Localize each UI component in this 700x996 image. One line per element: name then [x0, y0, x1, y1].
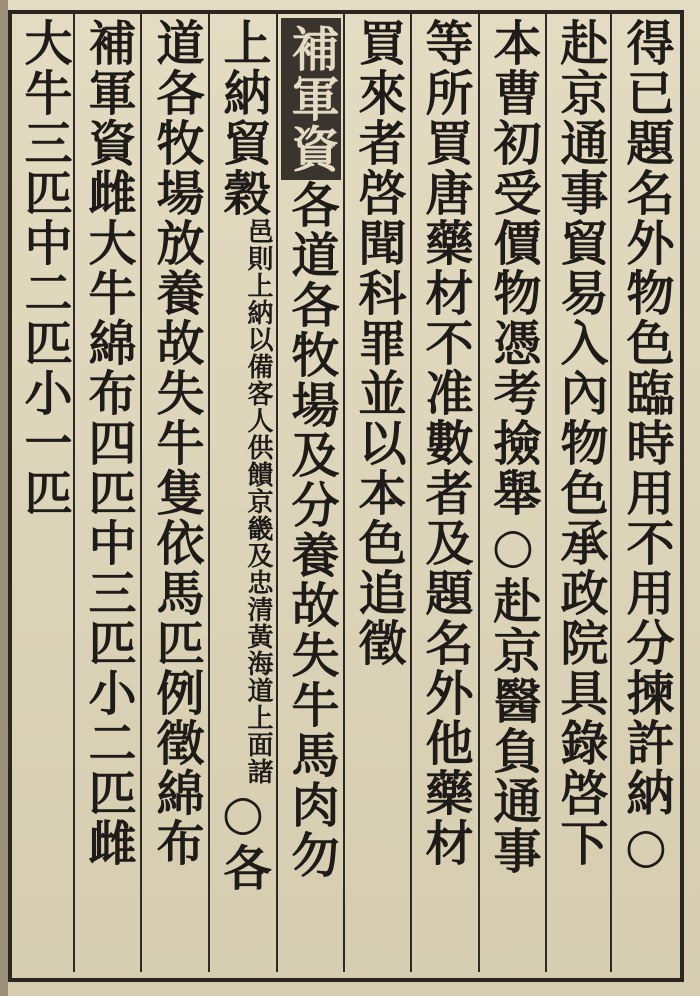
- column-7-tail: ○各: [215, 785, 271, 893]
- column-rule: [410, 14, 412, 972]
- section-badge: 補軍資: [281, 18, 341, 180]
- text-column-6: [281, 18, 341, 968]
- text-column-7: [213, 18, 273, 968]
- column-7-text: 上納貿穀: [215, 18, 271, 218]
- page-edge: [0, 0, 8, 996]
- annotation-block: [243, 218, 273, 785]
- column-rule: [208, 14, 210, 972]
- text-column-1: 得已題名外物色臨時用不用分揀許納○: [618, 18, 674, 876]
- text-column-2: 赴京通事貿易入內物色承政院具錄啓下: [552, 18, 608, 868]
- text-column-8: 道各牧場放養故失牛隻依馬匹例徵綿布: [148, 18, 204, 868]
- annotation-right: 京畿及忠清黃海道上面諸: [243, 488, 273, 785]
- text-column-9: 補軍資雌大牛綿布四匹中三匹小二匹雌: [80, 18, 136, 868]
- text-column-4: 等所買唐藥材不准數者及題名外他藥材: [417, 18, 473, 868]
- text-column-5: 買來者啓聞科罪並以本色追徵: [350, 18, 406, 668]
- text-column-3: 本曹初受價物憑考撿舉○赴京醫負通事: [485, 18, 541, 876]
- column-rule: [545, 14, 547, 972]
- column-rule: [610, 14, 612, 972]
- text-column-10: 大牛三匹中二匹小一匹: [16, 18, 72, 518]
- column-rule: [478, 14, 480, 972]
- column-6-text: 各道各牧場及分養故失牛馬肉勿: [283, 180, 339, 880]
- annotation-left: 邑則上納以備客人供饋: [243, 218, 273, 488]
- column-rule: [140, 14, 142, 972]
- column-rule: [276, 14, 278, 972]
- column-rule: [343, 14, 345, 972]
